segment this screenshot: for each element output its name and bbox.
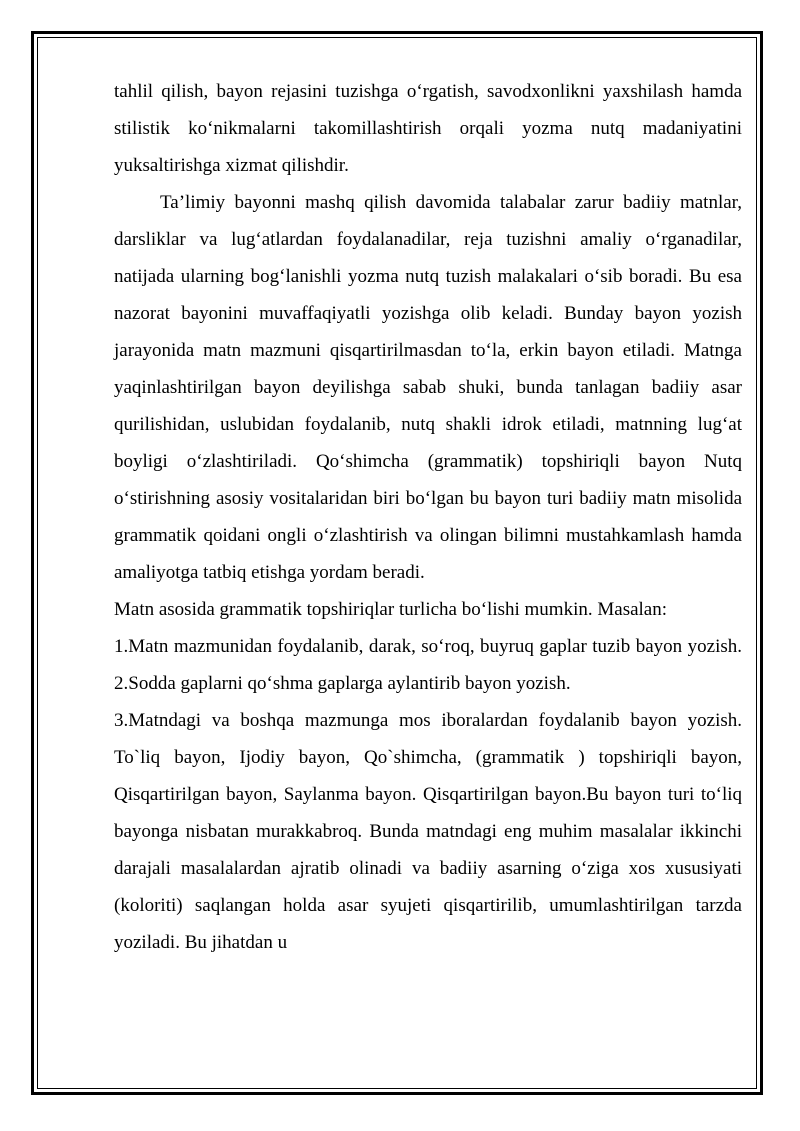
paragraph-2: Ta’limiy bayonni mashq qilish davomida talabalar zarur badiiy matnlar, darsliklar va lug‘atlardan foydalanadilar, reja tuzishni amaliy o‘rganadilar, natijada ularning bog‘lanishli yozma nutq tuzish malakalari o‘sib boradi. Bu esa nazorat bayonini muvaffaqiyatli yozishga olib keladi. Bunday bayon yozish jarayonida matn mazmuni qisqartirilmasdan to‘la, erkin bayon etiladi. Matnga yaqinlashtirilgan bayon deyilishga sabab shuki, bunda tanlagan badiiy asar qurilishidan, uslubidan foydalanib, nutq shakli idrok etiladi, matnning lug‘at boyligi o‘zlashtiriladi. Qo‘shimcha (grammatik) topshiriqli bayon Nutq o‘stirishning asosiy vositalaridan biri bo‘lgan bu bayon turi badiiy matn misolida grammatik qoidani ongli o‘zlashtirish va olingan bilimni mustahkamlash hamda amaliyotga tatbiq etishga yordam beradi. [114, 192, 742, 583]
paragraph-3: Matn asosida grammatik topshiriqlar turlicha bo‘lishi mumkin. Masalan: [114, 599, 668, 620]
document-body [114, 73, 742, 961]
paragraph-1: tahlil qilish, bayon rejasini tuzishga o‘rgatish, savodxonlikni yaxshilash hamda stilistik ko‘nikmalarni takomillashtirish orqali yozma nutq madaniyatini yuksaltirishga xizmat qilishdir. [114, 81, 742, 176]
paragraph-5: 3.Matndagi va boshqa mazmunga mos iboralardan foydalanib bayon yozish. To`liq bayon, Ijodiy bayon, Qo`shimcha, (grammatik ) topshiriqli bayon, Qisqartirilgan bayon, Saylanma bayon. Qisqartirilgan bayon.Bu bayon turi to‘liq bayonga nisbatan murakkabroq. Bunda matndagi eng muhim masalalar ikkinchi darajali masalalardan ajratib olinadi va badiiy asarning o‘ziga xos xususiyati (koloriti) saqlangan holda asar syujeti qisqartirilib, umumlashtirilgan tarzda yoziladi. Bu jihatdan u [114, 710, 742, 953]
paragraph-4: 1.Matn mazmunidan foydalanib, darak, so‘roq, buyruq gaplar tuzib bayon yozish. 2.Sodda gaplarni qo‘shma gaplarga aylantirib bayon yozish. [114, 636, 742, 694]
